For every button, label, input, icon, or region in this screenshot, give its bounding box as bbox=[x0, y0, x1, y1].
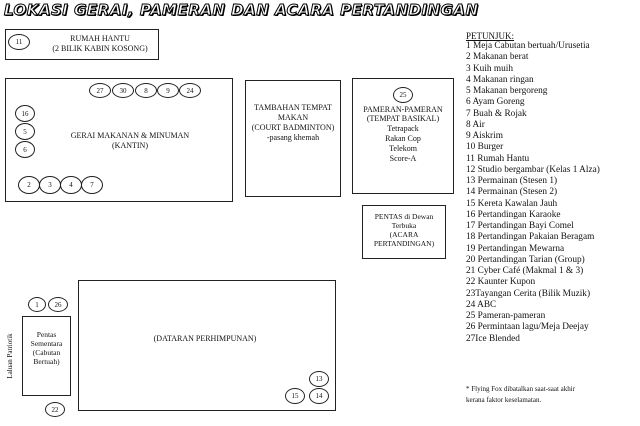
pameran-line2: (TEMPAT BASIKAL) bbox=[366, 114, 440, 123]
legend-list bbox=[466, 41, 600, 345]
marker-1: 1 bbox=[28, 297, 46, 312]
rumah-hantu-sublabel: (2 BILIK KABIN KOSONG) bbox=[52, 44, 148, 53]
marker-4: 4 bbox=[60, 176, 82, 194]
marker-30: 30 bbox=[112, 83, 134, 98]
legend-title: PETUNJUK: bbox=[466, 31, 515, 41]
legend-item: 16 Pertandingan Karaoke bbox=[466, 209, 561, 220]
legend-item: 17 Pertandingan Bayi Comel bbox=[466, 221, 574, 231]
legend-item: 4 Makanan ringan bbox=[466, 74, 534, 85]
legend-item: 9 Aiskrim bbox=[466, 131, 503, 141]
marker-6: 6 bbox=[15, 141, 35, 158]
marker-7: 7 bbox=[81, 176, 103, 194]
legend-item: 22 Kaunter Kupon bbox=[466, 277, 536, 288]
marker-24: 24 bbox=[179, 83, 201, 98]
legend-item: 11 Rumah Hantu bbox=[466, 153, 530, 164]
legend-item: 27Ice Blended bbox=[466, 333, 520, 344]
pameran-line4: Rakan Cop bbox=[385, 134, 421, 143]
tambahan-line2: MAKAN bbox=[277, 113, 309, 122]
legend-item: 8 Air bbox=[466, 119, 485, 130]
pentas-sementara-line2: Sementara bbox=[30, 339, 63, 348]
tambahan-line4: -pasang khemah bbox=[266, 133, 320, 142]
pentas-dewan-line3: (ACARA bbox=[389, 230, 419, 239]
pameran-line1: PAMERAN-PAMERAN bbox=[363, 105, 443, 114]
legend-item: 7 Buah & Rojak bbox=[466, 108, 527, 119]
legend-item: 20 Pertandingan Tarian (Group) bbox=[466, 254, 585, 265]
legend-item: 1 Meja Cabutan bertuah/Urusetia bbox=[466, 41, 590, 51]
legend-item: 3 Kuih muih bbox=[466, 63, 514, 74]
marker-13: 13 bbox=[309, 371, 329, 387]
legend-item: 23Tayangan Cerita (Bilik Muzik) bbox=[466, 288, 591, 299]
marker-5: 5 bbox=[15, 123, 35, 140]
marker-9: 9 bbox=[157, 83, 179, 98]
legend-item: 21 Cyber Café (Makmal 1 & 3) bbox=[466, 266, 584, 276]
pentas-dewan-line1: PENTAS di Dewan bbox=[374, 212, 434, 221]
legend-item: 5 Makanan bergoreng bbox=[466, 86, 548, 96]
tambahan-line3: (COURT BADMINTON) bbox=[251, 123, 335, 132]
marker-26: 26 bbox=[48, 297, 68, 312]
legend-note bbox=[466, 384, 636, 406]
note-line2: kerana faktor keselamatan. bbox=[466, 396, 542, 404]
pameran-line6: Score-A bbox=[389, 154, 417, 163]
map-title: LOKASI GERAI, PAMERAN DAN ACARA PERTANDINGAN bbox=[4, 1, 479, 19]
dataran-label: (DATARAN PERHIMPUNAN) bbox=[153, 334, 257, 343]
marker-11: 11 bbox=[8, 34, 30, 50]
pentas-dewan-line2: Terbuka bbox=[391, 221, 417, 230]
legend-item: 14 Permainan (Stesen 2) bbox=[466, 187, 558, 198]
legend-item: 15 Kereta Kawalan Jauh bbox=[466, 198, 558, 209]
marker-15: 15 bbox=[285, 388, 305, 404]
marker-16: 16 bbox=[15, 105, 35, 122]
pameran-line3: Tetrapack bbox=[387, 124, 419, 133]
marker-27: 27 bbox=[89, 83, 111, 98]
marker-8: 8 bbox=[135, 83, 157, 98]
marker-3: 3 bbox=[39, 176, 61, 194]
legend-item: 12 Studio bergambar (Kelas 1 Alza) bbox=[466, 164, 600, 175]
gerai-sublabel: (KANTIN) bbox=[112, 141, 148, 150]
note-line1: * Flying Fox dibatalkan saat-saat akhir bbox=[466, 385, 576, 393]
rumah-hantu-label: RUMAH HANTU bbox=[70, 34, 130, 43]
legend-item: 26 Permintaan lagu/Meja Deejay bbox=[466, 322, 589, 333]
laluan-patriotik-label: Laluan Patriotik bbox=[6, 333, 14, 379]
pentas-sementara-line1: Pentas bbox=[36, 330, 57, 339]
tambahan-line1: TAMBAHAN TEMPAT bbox=[254, 103, 332, 112]
legend-item: 25 Pameran-pameran bbox=[466, 311, 546, 321]
legend-item: 19 Pertandingan Mewarna bbox=[466, 243, 565, 254]
legend-item: 2 Makanan berat bbox=[466, 52, 529, 63]
pentas-sementara-line3: (Cabutan bbox=[32, 348, 61, 357]
legend-item: 6 Ayam Goreng bbox=[466, 97, 525, 108]
pentas-dewan-line4: PERTANDINGAN) bbox=[373, 239, 435, 248]
legend-item: 24 ABC bbox=[466, 299, 497, 310]
marker-14: 14 bbox=[309, 388, 329, 404]
legend-item: 13 Permainan (Stesen 1) bbox=[466, 176, 558, 186]
pameran-line5: Telekom bbox=[389, 144, 417, 153]
marker-22: 22 bbox=[45, 402, 65, 417]
legend-item: 18 Pertandingan Pakaian Beragam bbox=[466, 232, 595, 243]
legend-item: 10 Burger bbox=[466, 142, 504, 153]
marker-25: 25 bbox=[393, 87, 413, 103]
marker-2: 2 bbox=[18, 176, 40, 194]
gerai-label: GERAI MAKANAN & MINUMAN bbox=[70, 131, 190, 140]
pentas-sementara-line4: Bertuah) bbox=[33, 357, 60, 366]
